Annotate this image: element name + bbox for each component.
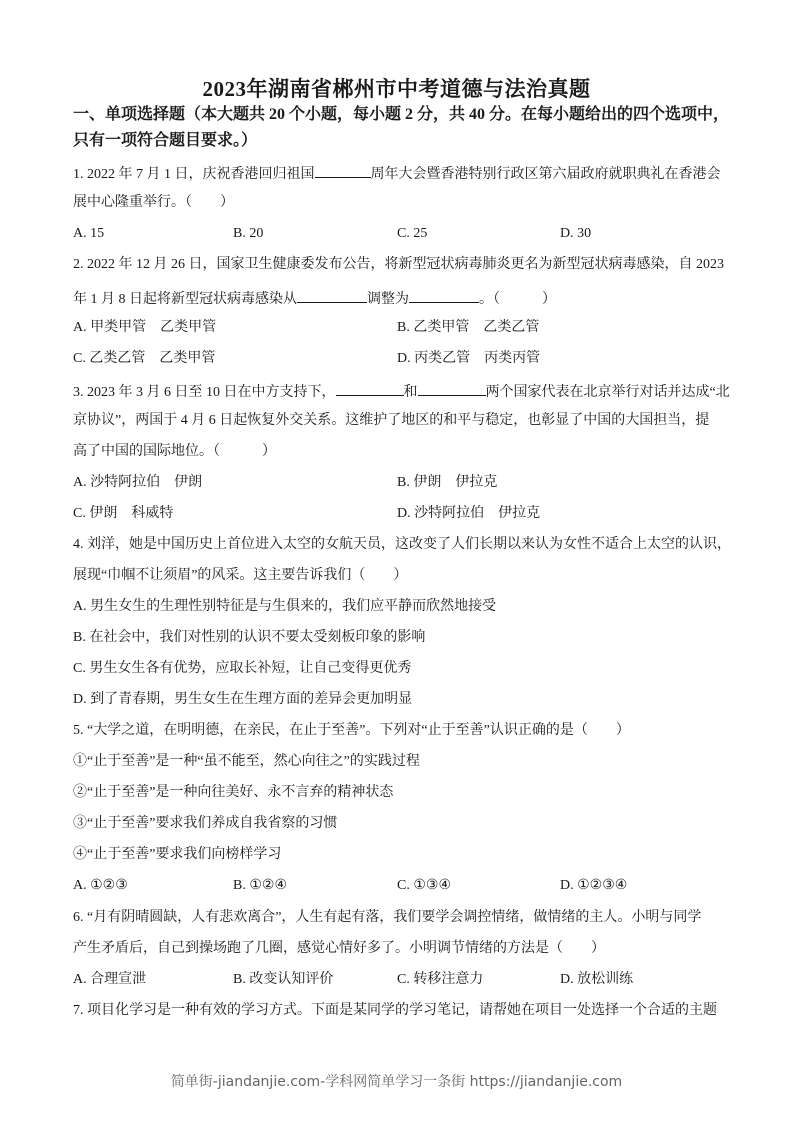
- section-heading: [73, 102, 733, 154]
- answer-blank: [418, 381, 486, 396]
- question-4-line2: 展现“巾帼不让须眉”的风采。这主要告诉我们（ ）: [73, 568, 408, 583]
- question-2-option-c: C. 乙类乙管 乙类甲管: [73, 351, 216, 366]
- answer-blank: [409, 288, 479, 303]
- question-5-line1: 5. “大学之道，在明明德，在亲民，在止于至善”。下列对“止于至善”认识正确的是（ ）: [73, 723, 630, 738]
- question-3-line2: 京协议”，两国于 4 月 6 日起恢复外交关系。这维护了地区的和平与稳定，也彰显了中国的大国担当，提: [73, 413, 710, 428]
- question-4-option-b: B. 在社会中，我们对性别的认识不要太受刻板印象的影响: [73, 630, 426, 645]
- question-3-option-d: D. 沙特阿拉伯 伊拉克: [397, 506, 541, 521]
- question-6-option-d: D. 放松训练: [560, 972, 634, 987]
- question-1-option-d: D. 30: [560, 226, 592, 241]
- question-1-option-c: C. 25: [397, 226, 428, 241]
- answer-blank: [297, 288, 367, 303]
- question-5-option-b: B. ①②④: [233, 878, 287, 893]
- question-5-option-d: D. ①②③④: [560, 878, 628, 893]
- question-2-option-b: B. 乙类甲管 乙类乙管: [397, 320, 540, 335]
- question-6-option-b: B. 改变认知评价: [233, 972, 334, 987]
- answer-blank: [315, 163, 371, 178]
- question-4-option-a: A. 男生女生的生理性别特征是与生俱来的，我们应平静而欣然地接受: [73, 599, 497, 614]
- section-heading-line1: 一、单项选择题（本大题共 20 个小题，每小题 2 分，共 40 分。在每小题给出的四个选项中，: [73, 106, 730, 123]
- question-5-option-c: C. ①③④: [397, 878, 451, 893]
- question-4-option-c: C. 男生女生各有优势，应取长补短，让自己变得更优秀: [73, 661, 412, 676]
- question-3-option-b: B. 伊朗 伊拉克: [397, 475, 498, 490]
- section-heading-line2: 只有一项符合题目要求。）: [73, 132, 258, 149]
- footer-watermark: 简单街-jiandanjie.com-学科网简单学习一条街 https://jiandanjie.com: [170, 1074, 623, 1090]
- question-5-statement-1: ①“止于至善”是一种“虽不能至，然心向往之”的实践过程: [73, 754, 420, 769]
- question-2-line2: 年 1 月 8 日起将新型冠状病毒感染从 调整为 。（ ）: [73, 288, 556, 309]
- question-5-statement-2: ②“止于至善”是一种向往美好、永不言弃的精神状态: [73, 785, 394, 800]
- question-6-line2: 产生矛盾后，自己到操场跑了几圈，感觉心情好多了。小明调节情绪的方法是（ ）: [73, 941, 605, 956]
- question-1-line1: 1. 2022 年 7 月 1 日，庆祝香港回归祖国 周年大会暨香港特别行政区第六届政府就职典礼在香港会: [73, 163, 721, 184]
- answer-blank: [336, 381, 404, 396]
- question-6-option-a: A. 合理宣泄: [73, 972, 147, 987]
- page-title: 2023年湖南省郴州市中考道德与法治真题: [202, 77, 591, 101]
- question-6-option-c: C. 转移注意力: [397, 972, 484, 987]
- question-5-statement-3: ③“止于至善”要求我们养成自我省察的习惯: [73, 816, 338, 831]
- question-6-line1: 6. “月有阴晴圆缺，人有悲欢离合”，人生有起有落，我们要学会调控情绪，做情绪的主人。小明与同学: [73, 910, 702, 925]
- question-3-option-c: C. 伊朗 科威特: [73, 506, 174, 521]
- question-5-option-a: A. ①②③: [73, 878, 128, 893]
- question-4-option-d: D. 到了青春期，男生女生在生理方面的差异会更加明显: [73, 692, 413, 707]
- question-3-line3: 高了中国的国际地位。（ ）: [73, 444, 276, 459]
- question-3-line1: 3. 2023 年 3 月 6 日至 10 日在中方支持下， 和 两个国家代表在北京举行对话并达成“北: [73, 381, 730, 402]
- question-2-option-a: A. 甲类甲管 乙类甲管: [73, 320, 217, 335]
- question-1-line2: 展中心隆重举行。（ ）: [73, 195, 234, 210]
- question-1-option-b: B. 20: [233, 226, 264, 241]
- question-2-option-d: D. 丙类乙管 丙类丙管: [397, 351, 541, 366]
- question-2-line1: 2. 2022 年 12 月 26 日，国家卫生健康委发布公告，将新型冠状病毒肺炎更名为新型冠状病毒感染，自 2023: [73, 257, 724, 272]
- question-3-option-a: A. 沙特阿拉伯 伊朗: [73, 475, 203, 490]
- question-7-line1: 7. 项目化学习是一种有效的学习方式。下面是某同学的学习笔记，请帮她在项目一处选择一个合适的主题: [73, 1003, 717, 1018]
- question-5-statement-4: ④“止于至善”要求我们向榜样学习: [73, 847, 282, 862]
- question-1-option-a: A. 15: [73, 226, 105, 241]
- question-4-line1: 4. 刘洋，她是中国历史上首位进入太空的女航天员，这改变了人们长期以来认为女性不适合上太空的认识，: [73, 537, 731, 552]
